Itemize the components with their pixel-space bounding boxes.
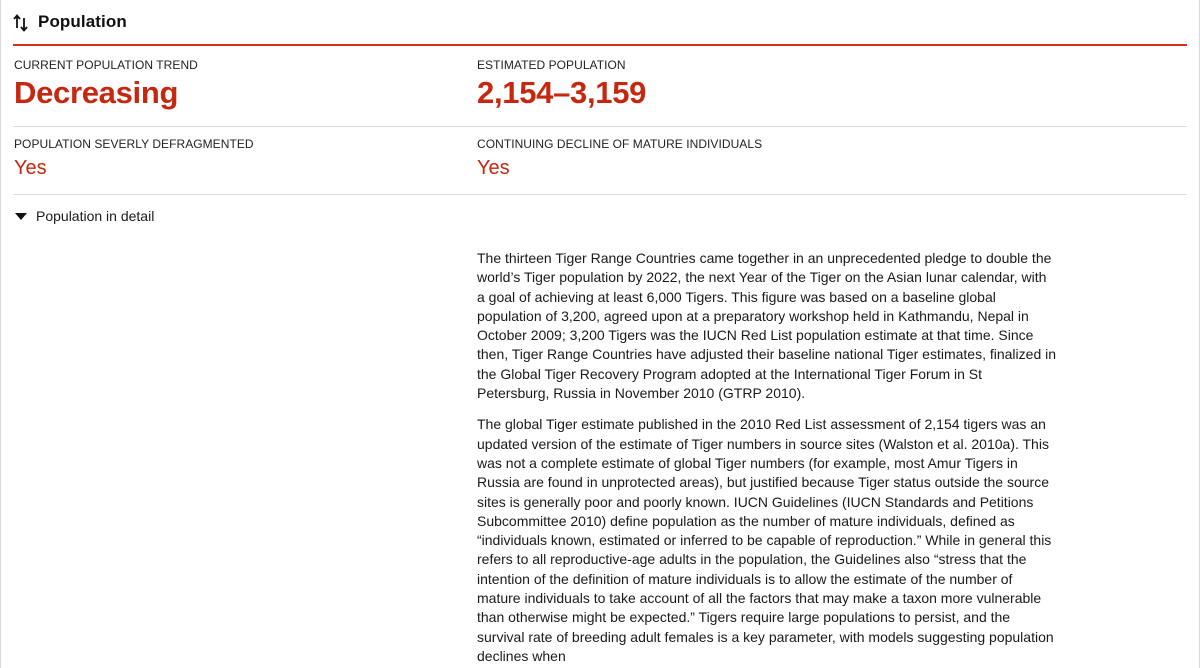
population-detail-label: Population in detail: [36, 208, 155, 224]
sort-arrows-icon: [13, 14, 29, 32]
detail-paragraph: The global Tiger estimate published in the 2010 Red List assessment of 2,154 tigers was an updated version of the estimate of Tiger numbers in source sites (Walston et al. 2010a). This was not a complete estimate of global Tiger numbers (for example, most Amur Tigers in Russia are found in unprotected areas), but justified because Tiger status outside the source sites is generally poor and poorly known. IUCN Guidelines (IUCN Standards and Petitions Subcommittee 2010) define population as the number of mature individuals, defined as “individuals known, estimated or inferred to be capable of reproduction.” While in general this refers to all reproductive-age adults in the population, the Guidelines also “stress that the intention of the definition of mature individuals is to allow the estimate of the number of mature individuals to take account of all the factors that may make a taxon more vulnerable than otherwise might be expected.” Tigers require large populations to persist, and the survival rate of breeding adult females is a key parameter, with models suggesting population declines when: [477, 416, 1054, 664]
section-header: [13, 0, 1187, 46]
detail-paragraph: The thirteen Tiger Range Countries came together in an unprecedented pledge to double the world’s Tiger population by 2022, the next Year of the Tiger on the Asian lunar calendar, with a goal of achieving at least 6,000 Tigers. This figure was based on a baseline global population of 3,200, agreed upon at a preparatory workshop held in Kathmandu, Nepal in October 2009; 3,200 Tigers was the IUCN Red List population estimate at that time. Since then, Tiger Range Countries have adjusted their baseline national Tiger estimates, finalized in the Global Tiger Recovery Program adopted at the International Tiger Forum in St Petersburg, Russia in November 2010 (GTRP 2010).: [477, 250, 1057, 402]
fragmented-label: POPULATION SEVERLY DEFRAGMENTED: [14, 137, 254, 151]
stats-row-primary: [13, 46, 1187, 127]
estimate-value: 2,154–3,159: [477, 75, 647, 110]
section-title: Population: [38, 12, 127, 31]
population-detail-toggle[interactable]: [15, 208, 154, 224]
decline-value: Yes: [477, 157, 510, 179]
trend-label: CURRENT POPULATION TREND: [14, 58, 198, 72]
caret-down-icon: [15, 213, 27, 220]
stats-row-secondary: [13, 127, 1187, 195]
decline-label: CONTINUING DECLINE OF MATURE INDIVIDUALS: [477, 137, 763, 151]
trend-value: Decreasing: [14, 75, 179, 110]
estimate-label: ESTIMATED POPULATION: [477, 58, 626, 72]
fragmented-value: Yes: [14, 157, 47, 179]
population-detail-text: [477, 249, 1057, 668]
